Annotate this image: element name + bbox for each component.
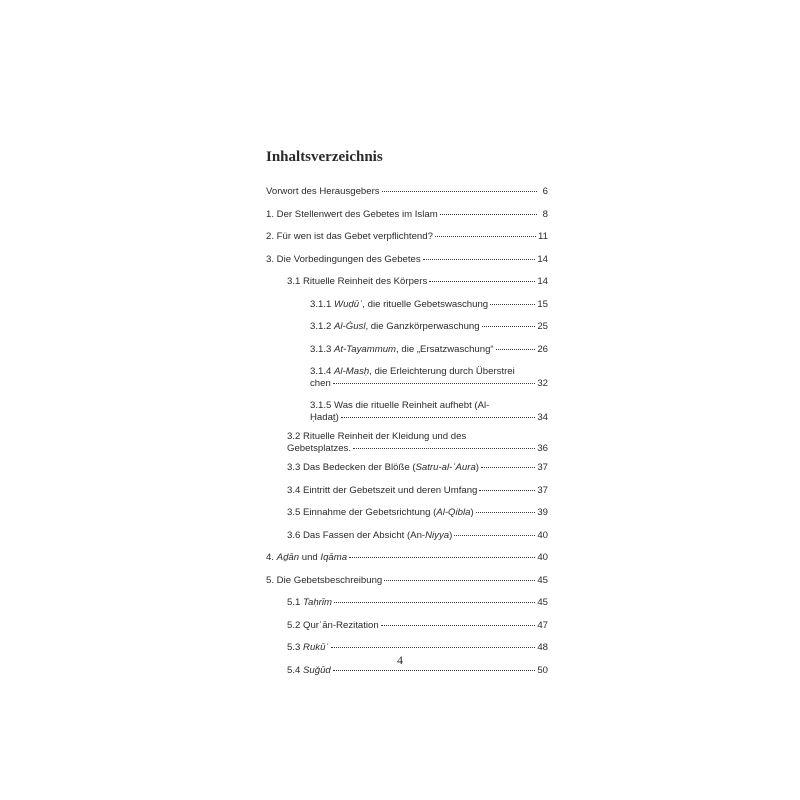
page-ref: 40 xyxy=(537,529,548,541)
toc-entry-3-2[interactable]: 3.2 Rituelle Reinheit der Kleidung und des Gebetsplatzes. 36 xyxy=(287,431,548,454)
toc-entry-3-6[interactable]: 3.6 Das Fassen der Absicht (An-Niyya) 40 xyxy=(287,529,548,541)
leader-dots xyxy=(423,259,536,260)
leader-dots xyxy=(479,490,535,491)
toc-entry-3-1-2[interactable]: 3.1.2 Al-Ġusl, die Ganzkörperwaschung 25 xyxy=(310,321,548,332)
leader-dots xyxy=(384,580,535,581)
page-ref: 26 xyxy=(537,343,548,355)
leader-dots xyxy=(334,602,535,603)
toc-entry-5-1[interactable]: 5.1 Taḥrīm 45 xyxy=(287,597,548,608)
leader-dots xyxy=(429,281,535,282)
page-ref: 32 xyxy=(537,377,548,389)
leader-dots xyxy=(333,383,536,384)
leader-dots xyxy=(482,326,536,327)
toc-title: Inhaltsverzeichnis xyxy=(266,149,383,165)
page-ref: 14 xyxy=(537,253,548,265)
page-ref: 8 xyxy=(542,208,548,220)
leader-dots xyxy=(349,557,535,558)
page-ref: 34 xyxy=(537,411,548,423)
toc-entry-5-2[interactable]: 5.2 Qurʾān-Rezitation 47 xyxy=(287,619,548,631)
toc-entry-chapter-5[interactable]: 5. Die Gebetsbeschreibung 45 xyxy=(266,574,548,586)
leader-dots xyxy=(435,236,536,237)
leader-dots xyxy=(341,417,536,418)
leader-dots xyxy=(333,670,536,671)
toc-entry-3-1-3[interactable]: 3.1.3 At-Tayammum, die „Ersatzwaschung“ 26 xyxy=(310,343,548,355)
toc-entry-chapter-3[interactable]: 3. Die Vorbedingungen des Gebetes 14 xyxy=(266,253,548,265)
page-ref: 11 xyxy=(538,231,548,242)
leader-dots xyxy=(382,191,537,192)
page-ref: 48 xyxy=(537,642,548,653)
leader-dots xyxy=(331,647,536,648)
leader-dots xyxy=(476,512,536,513)
toc-entry-5-3[interactable]: 5.3 Rukūʿ 48 xyxy=(287,642,548,653)
page-ref: 36 xyxy=(537,442,548,454)
table-of-contents xyxy=(266,186,548,687)
toc-entry-3-1[interactable]: 3.1 Rituelle Reinheit des Körpers 14 xyxy=(287,276,548,287)
toc-entry-chapter-2[interactable]: 2. Für wen ist das Gebet verpflichtend? 11 xyxy=(266,231,548,242)
leader-dots xyxy=(381,625,536,626)
toc-entry-5-4[interactable]: 5.4 Suǧūd 50 xyxy=(287,664,548,676)
leader-dots xyxy=(490,304,535,305)
page-ref: 45 xyxy=(537,574,548,586)
toc-entry-3-1-5[interactable]: 3.1.5 Was die rituelle Reinheit aufhebt (Al- Ḥadaṯ) 34 xyxy=(310,400,548,423)
page-ref: 37 xyxy=(537,484,548,496)
page-ref: 40 xyxy=(537,552,548,563)
leader-dots xyxy=(454,535,535,536)
page-ref: 6 xyxy=(542,186,548,197)
page-ref: 45 xyxy=(537,597,548,608)
page-ref: 37 xyxy=(537,462,548,473)
toc-entry-3-3[interactable]: 3.3 Das Bedecken der Blöße (Satru-al-ʿAura) 37 xyxy=(287,462,548,473)
toc-entry-3-5[interactable]: 3.5 Einnahme der Gebetsrichtung (Al-Qibla) 39 xyxy=(287,507,548,518)
leader-dots xyxy=(353,448,535,449)
page-ref: 25 xyxy=(537,321,548,332)
toc-entry-3-4[interactable]: 3.4 Eintritt der Gebetszeit und deren Umfang 37 xyxy=(287,484,548,496)
leader-dots xyxy=(496,349,536,350)
page-ref: 47 xyxy=(537,619,548,631)
page-ref: 50 xyxy=(537,664,548,676)
toc-entry-3-1-1[interactable]: 3.1.1 Wuḍūʾ, die rituelle Gebetswaschung 15 xyxy=(310,298,548,310)
toc-entry-chapter-4[interactable]: 4. Aḏān und Iqāma 40 xyxy=(266,552,548,563)
toc-entry-chapter-1[interactable]: 1. Der Stellenwert des Gebetes im Islam 8 xyxy=(266,208,548,220)
page-ref: 15 xyxy=(537,298,548,310)
page-ref: 14 xyxy=(537,276,548,287)
leader-dots xyxy=(481,467,535,468)
toc-entry-vorwort[interactable]: Vorwort des Herausgebers 6 xyxy=(266,186,548,197)
page-number: 4 xyxy=(397,653,403,667)
leader-dots xyxy=(440,214,537,215)
page-ref: 39 xyxy=(537,507,548,518)
toc-entry-3-1-4[interactable]: 3.1.4 Al-Masḥ, die Erleichterung durch Überstrei chen 32 xyxy=(310,366,548,389)
